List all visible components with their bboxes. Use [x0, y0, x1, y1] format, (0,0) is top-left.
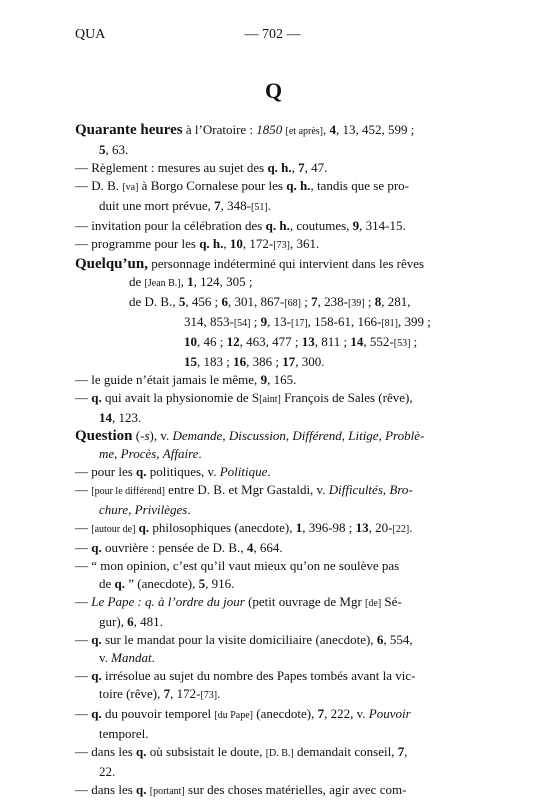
- index-line: — q. qui avait la physionomie de S[aint] François de Sales (rêve),: [75, 390, 413, 405]
- index-line: me, Procès, Affaire.: [99, 446, 202, 461]
- index-line: 10, 46 ; 12, 463, 477 ; 13, 811 ; 14, 552-[53] ;: [184, 334, 418, 349]
- index-line: — D. B. [va] à Borgo Cornalese pour les q. h., tandis que se pro-: [75, 178, 409, 193]
- index-line: duit une mort prévue, 7, 348-[51].: [99, 198, 271, 213]
- index-line: — q. ouvrière : pensée de D. B., 4, 664.: [75, 540, 283, 555]
- running-head-title: QUA: [75, 27, 106, 42]
- index-line: — “ mon opinion, c’est qu’il vaut mieux qu’on ne soulève pas: [75, 558, 400, 573]
- index-line: 314, 853-[54] ; 9, 13-[17], 158-61, 166-[81], 399 ;: [184, 314, 431, 329]
- index-line: — programme pour les q. h., 10, 172-[73], 361.: [75, 236, 320, 251]
- index-line: — dans les q. [portant] sur des choses matérielles, agir avec com-: [75, 782, 407, 797]
- index-line: — le guide n’était jamais le même, 9, 165.: [75, 372, 297, 387]
- section-letter: Q: [264, 78, 283, 103]
- page-number: — 702 —: [244, 27, 301, 42]
- index-line: — q. du pouvoir temporel [du Pape] (anecdote), 7, 222, v. Pouvoir: [75, 706, 411, 721]
- index-line: de D. B., 5, 456 ; 6, 301, 867-[68] ; 7, 238-[39] ; 8, 281,: [129, 294, 411, 309]
- index-line: gur), 6, 481.: [99, 614, 163, 629]
- index-line: 14, 123.: [99, 410, 142, 425]
- index-line: 5, 63.: [99, 142, 129, 157]
- index-line: de q. ” (anecdote), 5, 916.: [99, 576, 235, 591]
- index-line: Question (-s), v. Demande, Discussion, Différend, Litige, Problè-: [75, 428, 425, 444]
- index-entries: [75, 121, 470, 801]
- running-head: [75, 27, 470, 45]
- index-line: de [Jean B.], 1, 124, 305 ;: [129, 274, 253, 289]
- index-line: Quarante heures à l’Oratoire : 1850 [et après], 4, 13, 452, 599 ;: [75, 122, 415, 138]
- index-line: — [autour de] q. philosophiques (anecdote), 1, 396-98 ; 13, 20-[22].: [75, 520, 413, 535]
- index-line: v. Mandat.: [99, 650, 155, 665]
- index-line: — pour les q. politiques, v. Politique.: [75, 464, 271, 479]
- index-line: — invitation pour la célébration des q. h., coutumes, 9, 314-15.: [75, 218, 406, 233]
- index-line: temporel.: [99, 726, 149, 741]
- index-line: — Le Pape : q. à l’ordre du jour (petit ouvrage de Mgr [de] Sé-: [75, 594, 402, 609]
- index-line: chure, Privilèges.: [99, 502, 191, 517]
- index-line: — dans les q. où subsistait le doute, [D. B.] demandait conseil, 7,: [75, 744, 408, 759]
- index-line: — [pour le différend] entre D. B. et Mgr Gastaldi, v. Difficultés, Bro-: [75, 482, 413, 497]
- index-line: 15, 183 ; 16, 386 ; 17, 300.: [184, 354, 325, 369]
- index-line: toire (rêve), 7, 172-[73].: [99, 686, 221, 701]
- index-line: — Règlement : mesures au sujet des q. h., 7, 47.: [75, 160, 328, 175]
- index-line: Quelqu’un, personnage indéterminé qui intervient dans les rêves: [75, 256, 425, 272]
- index-line: 22.: [99, 764, 116, 779]
- index-line: — q. irrésolue au sujet du nombre des Papes tombés avant la vic-: [75, 668, 416, 683]
- index-line: — q. sur le mandat pour la visite domiciliaire (anecdote), 6, 554,: [75, 632, 413, 647]
